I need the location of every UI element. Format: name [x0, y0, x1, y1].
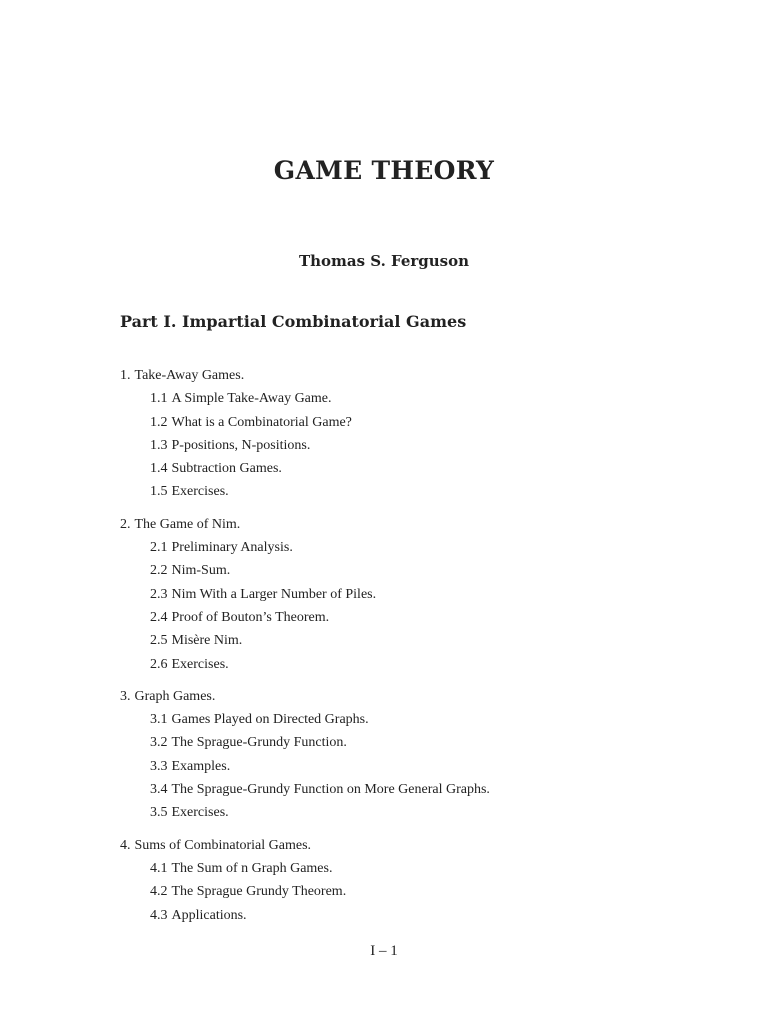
toc-section: 2.4 Proof of Bouton’s Theorem. [150, 609, 330, 625]
toc-section: 1.5 Exercises. [150, 484, 229, 500]
page-number: I – 1 [370, 943, 398, 959]
toc-section: 1.2 What is a Combinatorial Game? [150, 414, 352, 430]
toc-section: 4.1 The Sum of n Graph Games. [150, 860, 333, 876]
toc-section: 1.3 P-positions, N-positions. [150, 437, 311, 453]
author-name: Thomas S. Ferguson [298, 252, 470, 270]
toc-section: 2.3 Nim With a Larger Number of Piles. [150, 586, 377, 602]
toc-chapter [120, 366, 490, 506]
chapter-heading: 4. Sums of Combinatorial Games. [120, 837, 312, 853]
toc-section: 2.2 Nim-Sum. [150, 563, 231, 579]
part-heading: Part I. Impartial Combinatorial Games [120, 312, 467, 331]
toc-section: 4.3 Applications. [150, 907, 247, 923]
toc-section: 3.5 Exercises. [150, 805, 229, 821]
toc-section: 3.4 The Sprague-Grundy Function on More General Graphs. [150, 782, 490, 798]
toc-section: 2.6 Exercises. [150, 656, 229, 672]
toc-section: 2.1 Preliminary Analysis. [150, 540, 293, 556]
chapter-heading: 3. Graph Games. [120, 688, 216, 704]
toc-section: 3.3 Examples. [150, 758, 231, 774]
toc-section: 3.1 Games Played on Directed Graphs. [150, 712, 369, 728]
toc-section: 1.4 Subtraction Games. [150, 461, 282, 477]
chapter-heading: 1. Take-Away Games. [120, 368, 245, 383]
toc-chapter [120, 515, 490, 678]
chapter-heading: 2. The Game of Nim. [120, 516, 241, 532]
toc-section: 1.1 A Simple Take-Away Game. [150, 391, 332, 407]
toc-section: 2.5 Misère Nim. [150, 633, 243, 649]
toc-section: 4.2 The Sprague Grundy Theorem. [150, 884, 347, 900]
document-title: GAME THEORY [273, 156, 495, 185]
table-of-contents [120, 366, 490, 938]
toc-section: 3.2 The Sprague-Grundy Function. [150, 735, 347, 751]
toc-chapter [120, 836, 490, 929]
toc-chapter [120, 687, 490, 827]
